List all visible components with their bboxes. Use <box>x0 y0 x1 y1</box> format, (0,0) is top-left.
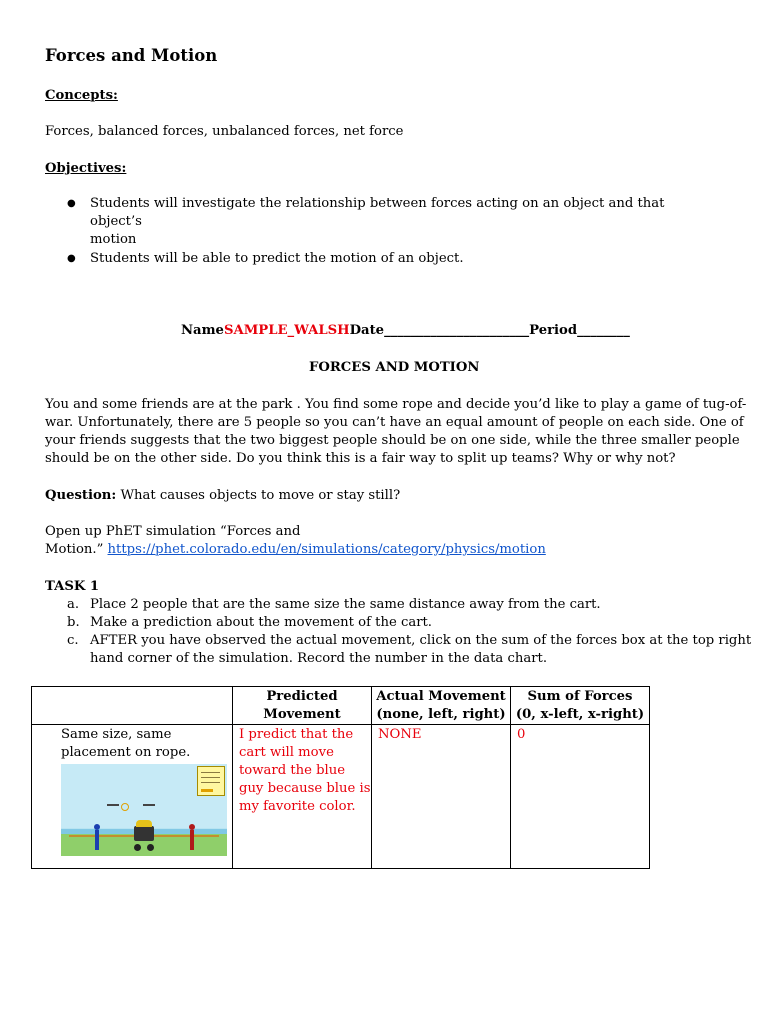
task-text: AFTER you have observed the actual movement, click on the sum of the forces box at the top right <box>90 633 752 648</box>
header-cell-sum <box>511 687 650 725</box>
prediction-line: toward the blue <box>239 763 346 778</box>
question-label: Question: <box>45 488 117 503</box>
phet-link[interactable]: https://phet.colorado.edu/en/simulations/category/physics/motion <box>107 542 546 557</box>
name-label: Name <box>181 323 224 338</box>
sum-of-forces-panel <box>197 766 225 796</box>
question-text: What causes objects to move or stay still? <box>116 488 401 503</box>
prediction-line: guy because blue is <box>239 781 371 796</box>
header-line: Actual Movement <box>376 689 506 704</box>
objective-line: motion <box>90 232 137 247</box>
objective-item <box>90 195 710 249</box>
objective-item <box>90 250 710 268</box>
task-text: Place 2 people that are the same size the same distance away from the cart. <box>90 597 601 612</box>
sum-of-forces-cell[interactable] <box>511 725 650 869</box>
panel-line <box>201 777 220 778</box>
actual-movement-cell[interactable] <box>372 725 511 869</box>
header-line: Movement <box>263 707 341 722</box>
header-cell-empty <box>32 687 233 725</box>
bullet-icon: ● <box>67 253 76 264</box>
phet-prefix: Motion.” <box>45 542 108 557</box>
task-item <box>67 632 752 650</box>
cart-load-shape <box>136 820 152 827</box>
prediction-cell[interactable] <box>233 725 372 869</box>
force-label-shape <box>107 804 119 806</box>
header-line: Predicted <box>266 689 338 704</box>
objective-line: Students will be able to predict the motion of an object. <box>90 251 464 266</box>
force-arrow-left-icon <box>121 803 129 811</box>
paragraph-line: war. Unfortunately, there are 5 people so you can’t have an equal amount of people on each side. One of <box>45 415 744 430</box>
wheel-shape <box>134 844 141 851</box>
simulation-screenshot <box>61 764 227 856</box>
header-line: (0, x-left, x-right) <box>515 707 645 722</box>
concepts-heading: Concepts: <box>45 88 118 103</box>
bullet-icon: ● <box>67 198 76 209</box>
panel-line <box>201 772 220 773</box>
document-title: Forces and Motion <box>45 46 218 65</box>
objective-line: Students will investigate the relationship between forces acting on an object and that object’s <box>90 196 665 229</box>
condition-line: Same size, same <box>61 727 172 742</box>
condition-text <box>32 725 232 762</box>
task-letter: c. <box>67 633 79 648</box>
prediction-line: cart will move <box>239 745 334 760</box>
prediction-line: I predict that the <box>239 727 354 742</box>
red-puller-figure <box>190 830 194 850</box>
panel-line <box>201 782 220 783</box>
objectives-heading: Objectives: <box>45 161 127 176</box>
task1-heading: TASK 1 <box>45 579 100 594</box>
phet-instruction <box>45 523 546 559</box>
task-item <box>67 614 727 632</box>
scenario-paragraph <box>45 396 747 468</box>
paragraph-line: You and some friends are at the park . You find some rope and decide you’d like to play a game of tug-of- <box>45 397 747 412</box>
task-item <box>67 596 727 614</box>
force-label-shape <box>143 804 155 806</box>
task1-list <box>67 596 752 668</box>
data-chart <box>31 686 650 869</box>
condition-cell <box>32 725 233 869</box>
phet-line: Open up PhET simulation “Forces and <box>45 524 301 539</box>
header-line: (none, left, right) <box>376 707 506 722</box>
condition-line: placement on rope. <box>61 745 191 760</box>
phet-line <box>45 541 546 559</box>
blue-puller-figure <box>95 830 99 850</box>
panel-button <box>201 789 213 792</box>
actual-movement-value: NONE <box>378 727 422 742</box>
prediction-text <box>239 725 371 816</box>
date-field[interactable]: Date______________________ <box>349 323 530 338</box>
header-line: Sum of Forces <box>527 689 633 704</box>
wheel-shape <box>147 844 154 851</box>
sum-of-forces-value: 0 <box>517 727 526 742</box>
student-name[interactable]: SAMPLE_WALSH <box>223 323 350 338</box>
cart-shape <box>134 826 154 841</box>
table-header-row <box>32 687 650 725</box>
question-line <box>45 487 400 505</box>
task-text: hand corner of the simulation. Record the number in the data chart. <box>90 651 548 666</box>
period-field[interactable]: Period________ <box>529 323 630 338</box>
task-letter: a. <box>67 597 80 612</box>
paragraph-line: should be on the other side. Do you think this is a fair way to split up teams? Why or why not? <box>45 451 676 466</box>
concepts-text: Forces, balanced forces, unbalanced forces, net force <box>45 124 404 139</box>
blue-puller-head <box>94 824 100 830</box>
task-letter: b. <box>67 615 80 630</box>
header-cell-predicted <box>233 687 372 725</box>
section-title: FORCES AND MOTION <box>309 360 480 375</box>
red-puller-head <box>189 824 195 830</box>
paragraph-line: your friends suggests that the two biggest people should be on one side, while the three smaller people <box>45 433 740 448</box>
table-row <box>32 725 650 869</box>
header-cell-actual <box>372 687 511 725</box>
task-item <box>67 650 727 668</box>
student-info-line <box>181 322 630 340</box>
task-text: Make a prediction about the movement of the cart. <box>90 615 432 630</box>
prediction-line: my favorite color. <box>239 799 356 814</box>
